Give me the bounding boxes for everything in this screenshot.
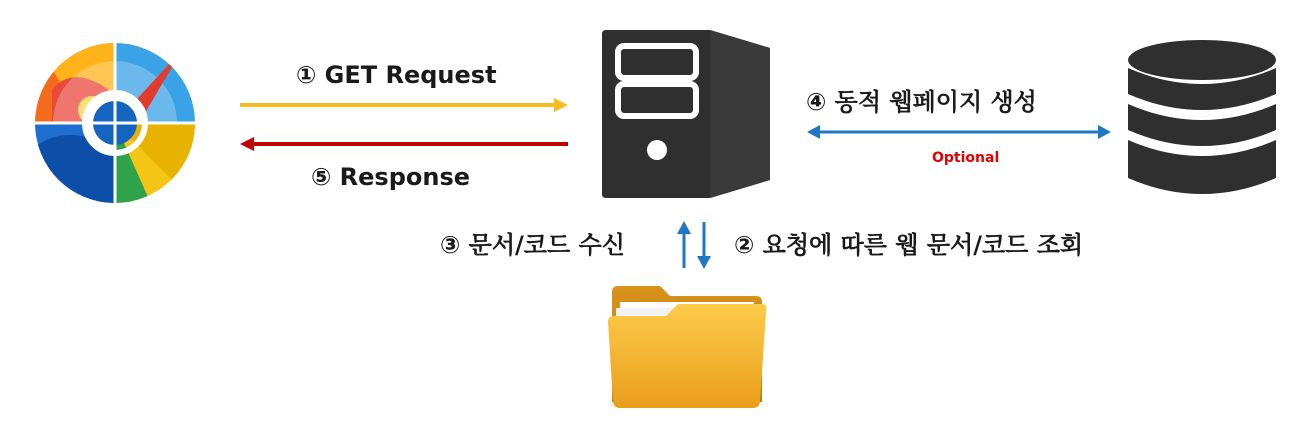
browser-logos-icon (32, 40, 198, 206)
server-tower-icon (602, 30, 770, 200)
step5-label: ⑤ Response (311, 163, 471, 191)
db-double-arrow (806, 124, 1112, 140)
step1-label: ① GET Request (296, 61, 497, 89)
step3-label: ③ 문서/코드 수신 (440, 231, 625, 259)
database-icon (1126, 38, 1278, 204)
response-arrow (238, 136, 570, 152)
request-arrow (238, 97, 570, 113)
folder-icon (606, 282, 768, 410)
optional-label: Optional (932, 150, 1000, 166)
up-arrow (676, 220, 692, 270)
down-arrow (696, 220, 712, 270)
step4-label: ④ 동적 웹페이지 생성 (806, 88, 1037, 116)
step2-label: ② 요청에 따른 웹 문서/코드 조회 (734, 231, 1084, 259)
